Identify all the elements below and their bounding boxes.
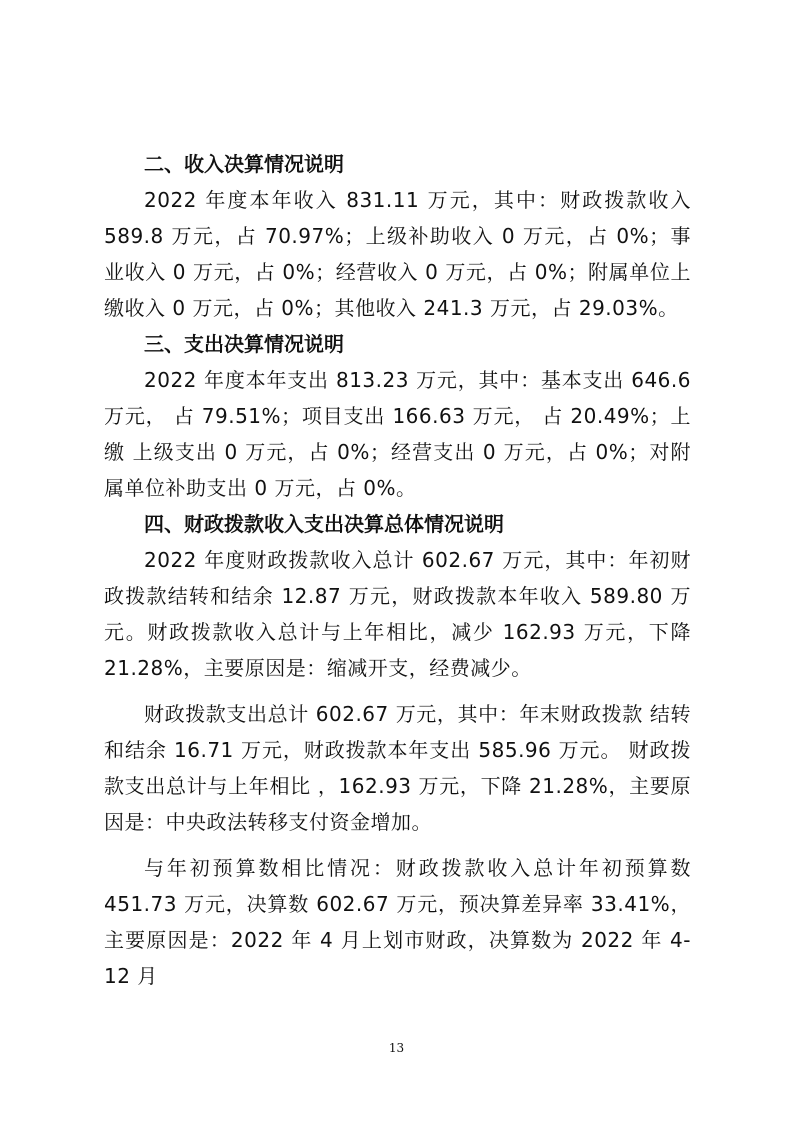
expenditure-section-paragraph: 2022 年度本年支出 813.23 万元，其中：基本支出 646.6 万元， 占 79.51%；项目支出 166.63 万元， 占 20.49%；上缴 上级支出 0 万元，占 0%；经营支出 0 万元，占 0%；对附属单位补助支出 0 万元，占 0%。: [104, 368, 691, 500]
page-number: 13: [388, 1041, 405, 1055]
document-body: [104, 146, 691, 994]
income-section-heading: 二、收入决算情况说明: [144, 152, 344, 176]
fiscal-income-paragraph: 2022 年度财政拨款收入总计 602.67 万元，其中：年初财政拨款结转和结余 12.87 万元，财政拨款本年收入 589.80 万元。财政拨款收入总计与上年相比，减少 162.93 万元，下降 21.28%，主要原因是：缩减开支，经费减少。: [104, 548, 691, 680]
expenditure-section-heading: 三、支出决算情况说明: [144, 332, 344, 356]
income-section-paragraph: 2022 年度本年收入 831.11 万元，其中：财政拨款收入 589.8 万元，占 70.97%；上级补助收入 0 万元，占 0%；事业收入 0 万元，占 0%；经营收入 0 万元，占 0%；附属单位上缴收入 0 万元，占 0%；其他收入 241.3 万元，占 29.03%。: [104, 188, 691, 320]
fiscal-expenditure-paragraph: 财政拨款支出总计 602.67 万元，其中：年末财政拨款 结转和结余 16.71 万元，财政拨款本年支出 585.96 万元。 财政拨款支出总计与上年相比 ，162.93 万元，下降 21.28%，主要原因是：中央政法转移支付资金增加。: [104, 702, 691, 834]
budget-comparison-paragraph: 与年初预算数相比情况：财政拨款收入总计年初预算数 451.73 万元，决算数 602.67 万元，预决算差异率 33.41%，主要原因是：2022 年 4 月上划市财政，决算数为 2022 年 4-12 月: [104, 856, 691, 988]
fiscal-section-heading: 四、财政拨款收入支出决算总体情况说明: [144, 512, 504, 536]
